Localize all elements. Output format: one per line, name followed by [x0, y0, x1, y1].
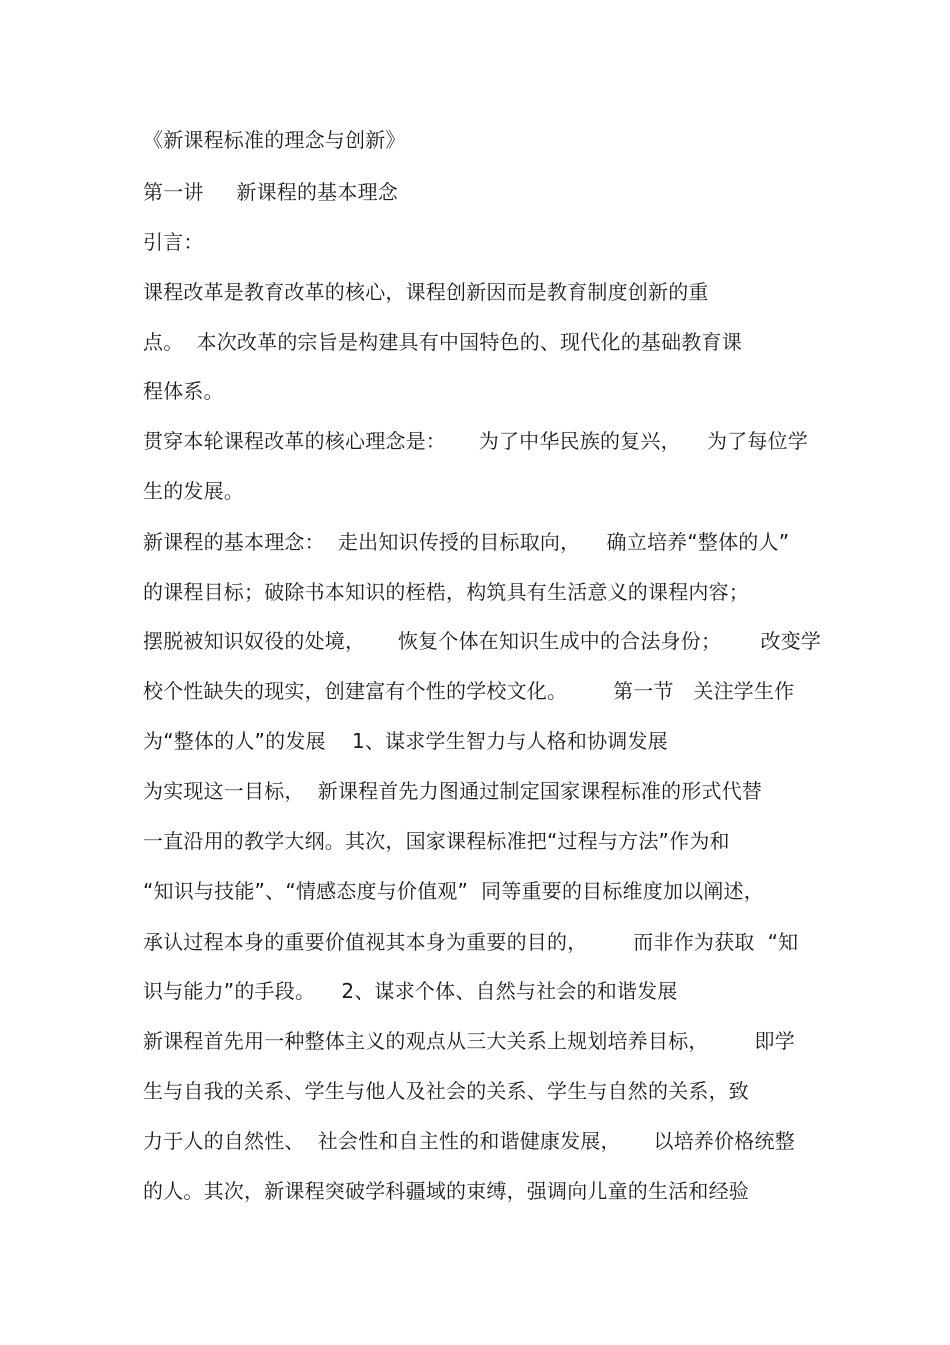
text-line: 新课程首先用一种整体主义的观点从三大关系上规划培养目标， 即学 — [143, 1029, 795, 1053]
text-line: 贯穿本轮课程改革的核心理念是： 为了中华民族的复兴， 为了每位学 — [143, 429, 809, 453]
text-line: “知识与技能”、“情感态度与价值观” 同等重要的目标维度加以阐述， — [143, 879, 764, 903]
text-line: 生与自我的关系、学生与他人及社会的关系、学生与自然的关系，致 — [143, 1079, 749, 1103]
text-line: 新课程的基本理念： 走出知识传授的目标取向， 确立培养“整体的人” — [143, 530, 790, 554]
text-line: 识与能力”的手段。 2、谋求个体、自然与社会的和谐发展 — [143, 979, 678, 1003]
text-line: 课程改革是教育改革的核心，课程创新因而是教育制度创新的重 — [143, 280, 709, 304]
text-line: 承认过程本身的重要价值视其本身为重要的目的， 而非作为获取 “知 — [143, 930, 799, 954]
text-line: 程体系。 — [143, 379, 224, 403]
text-line: 点。 本次改革的宗旨是构建具有中国特色的、现代化的基础教育课 — [143, 330, 742, 354]
text-line: 一直沿用的教学大纲。其次，国家课程标准把“过程与方法”作为和 — [143, 829, 730, 853]
text-line: 力于人的自然性、 社会性和自主性的和谐健康发展， 以培养价格统整 — [143, 1129, 795, 1153]
text-line: 的人。其次，新课程突破学科疆域的束缚，强调向儿童的生活和经验 — [143, 1179, 749, 1203]
text-line: 生的发展。 — [143, 479, 244, 503]
text-line: 为“整体的人”的发展 1、谋求学生智力与人格和协调发展 — [143, 729, 668, 753]
document-title: 《新课程标准的理念与创新》 — [143, 128, 406, 152]
text-line: 为实现这一目标， 新课程首先力图通过制定国家课程标准的形式代替 — [143, 779, 763, 803]
lecture-heading: 第一讲 新课程的基本理念 — [143, 180, 398, 204]
text-line: 校个性缺失的现实，创建富有个性的学校文化。 第一节 关注学生作 — [143, 679, 795, 703]
intro-label: 引言： — [143, 230, 204, 254]
text-line: 的课程目标；破除书本知识的桎梏，构筑具有生活意义的课程内容； — [143, 580, 749, 604]
text-line: 摆脱被知识奴役的处境， 恢复个体在知识生成中的合法身份； 改变学 — [143, 629, 822, 653]
